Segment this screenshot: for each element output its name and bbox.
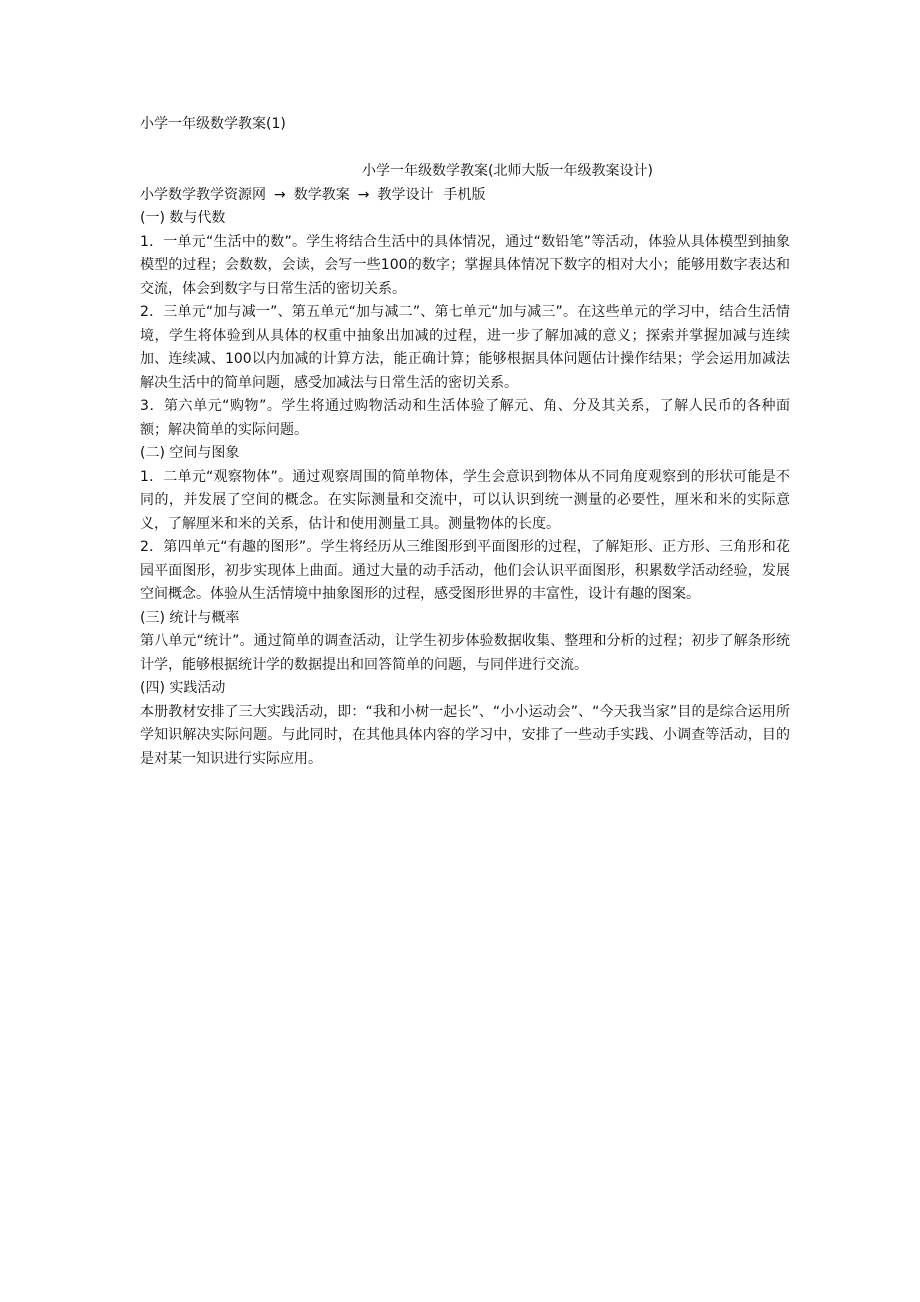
mobile-version-link[interactable]: 手机版: [443, 186, 486, 203]
document-body: [140, 160, 790, 771]
breadcrumb-item-resource-site[interactable]: 小学数学教学资源网: [140, 186, 266, 203]
document-title: 小学一年级数学教案(1): [140, 116, 286, 132]
section-heading: (一) 数与代数: [140, 210, 226, 226]
section-heading: (二) 空间与图象: [140, 445, 240, 461]
section-paragraph: 本册教材安排了三大实践活动，即：“我和小树一起长”、“小小运动会”、“今天我当家”目的是综合运用所学知识解决实际问题。与此同时，在其他具体内容的学习中，安排了一些动手实践、小调查等活动，目的是对某一知识进行实际应用。: [140, 703, 790, 767]
breadcrumb-arrow-icon: →: [274, 186, 286, 203]
section-heading: (三) 统计与概率: [140, 609, 240, 626]
document-subtitle: 小学一年级数学教案(北师大版一年级教案设计): [362, 163, 653, 179]
section-paragraph: 1．一单元“生活中的数”。学生将结合生活中的具体情况，通过“数铅笔”等活动，体验从具体模型到抽象模型的过程；会数数，会读，会写一些100的数字；掌握具体情况下数字的相对大小；能够用数字表达和交流，体会到数字与日常生活的密切关系。: [140, 233, 790, 297]
breadcrumb-item-teaching-design[interactable]: 教学设计: [377, 186, 434, 203]
section-paragraph: 1．二单元“观察物体”。通过观察周围的简单物体，学生会意识到物体从不同角度观察到的形状可能是不同的，并发展了空间的概念。在实际测量和交流中，可以认识到统一测量的必要性，厘米和米的实际意义，了解厘米和米的关系，估计和使用测量工具。测量物体的长度。: [140, 468, 790, 532]
breadcrumb-item-lesson-plans[interactable]: 数学教案: [293, 186, 350, 203]
section-heading: (四) 实践活动: [140, 680, 226, 696]
section-paragraph: 2．第四单元“有趣的图形”。学生将经历从三维图形到平面图形的过程，了解矩形、正方形、三角形和花园平面图形，初步实现体上曲面。通过大量的动手活动，他们会认识平面图形，积累数学活动经验，发展空间概念。体验从生活情境中抽象图形的过程，感受图形世界的丰富性，设计有趣的图案。: [140, 539, 790, 602]
section-paragraph: 第八单元“统计”。通过简单的调查活动，让学生初步体验数据收集、整理和分析的过程；初步了解条形统计学，能够根据统计学的数据提出和回答简单的问题，与同伴进行交流。: [140, 633, 790, 673]
section-paragraph: 3．第六单元“购物”。学生将通过购物活动和生活体验了解元、角、分及其关系，了解人民币的各种面额；解决简单的实际问题。: [140, 398, 790, 438]
breadcrumb-arrow-icon: →: [357, 186, 370, 203]
section-paragraph: 2．三单元“加与减一”、第五单元“加与减二”、第七单元“加与减三”。在这些单元的学习中，结合生活情境，学生将体验到从具体的权重中抽象出加减的过程，进一步了解加减的意义；探索并掌握加减与连续加、连续减、100以内加减的计算方法，能正确计算；能够根据具体问题估计操作结果；学会运用加减法解决生活中的简单问题，感受加减法与日常生活的密切关系。: [140, 304, 790, 391]
breadcrumb: [140, 184, 790, 208]
